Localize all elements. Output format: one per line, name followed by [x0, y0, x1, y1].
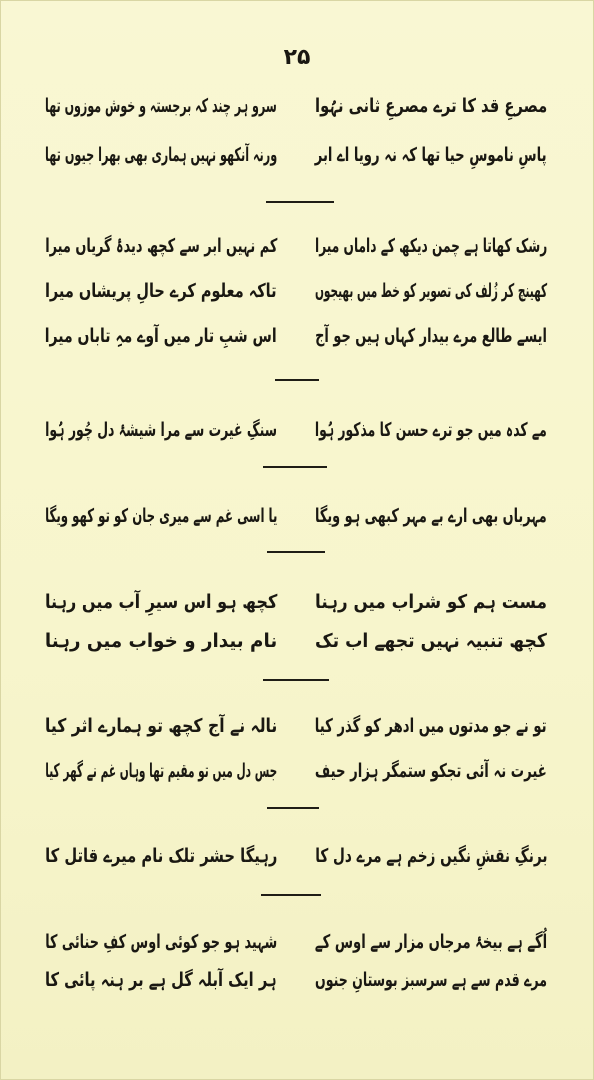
section-divider [267, 807, 319, 809]
section-divider [266, 201, 334, 203]
verse-line-left: کم نہیں ابر سے کچھ دیدۂ گریاں میرا [44, 235, 277, 257]
section-divider [267, 551, 325, 553]
verse-line-left: جس دل میں تو مقیم تھا وہاں غم نے گھر کیا [44, 760, 277, 782]
verse-line-right: رشک کھاتا ہے چمن دیکھ کے داماں میرا [314, 235, 547, 257]
verse-line-left: سنگِ غیرت سے مرا شیشۂ دل چُور ہُوا [45, 419, 277, 441]
verse-line-left: کچھ ہو اس سیرِ آب میں رہنا [44, 591, 277, 613]
verse-line-left: نام بیدار و خواب میں رہنا [44, 630, 277, 652]
verse-line-right: مے کدہ میں جو ترے حسن کا مذکور ہُوا [315, 419, 547, 441]
verse-line-right: ایسے طالع مرے بیدار کہاں ہیں جو آج [315, 325, 547, 347]
verse-line-left: تاکہ معلوم کرے حالِ پریشاں میرا [45, 280, 277, 302]
section-divider [261, 894, 321, 896]
verse-line-right: مرے قدم سے ہے سرسبز بوستانِ جنوں [314, 969, 547, 991]
verse-line-right: مصرعِ قد کا ترے مصرعِ ثانی نہُوا [314, 95, 547, 117]
verse-line-right: کچھ تنبیہ نہیں تجھے اب تک [315, 630, 547, 652]
verse-line-right: تو نے جو مدتوں میں ادھر کو گذر کیا [315, 715, 547, 737]
verse-line-right: برنگِ نقشِ نگیں زخم ہے مرے دل کا [314, 845, 547, 867]
verse-line-left: شہید ہو جو کوئی اوس کفِ حنائی کا [45, 931, 277, 953]
section-divider [263, 679, 329, 681]
verse-line-left: ہر ایک آبلہ گل ہے بر ہنہ پائی کا [45, 969, 277, 991]
section-divider [263, 466, 327, 468]
verse-line-right: اُگے ہے بیخۂ مرجاں مزار سے اوس کے [314, 931, 547, 953]
verse-line-right: مست ہم کو شراب میں رہنا [315, 591, 547, 613]
verse-line-left: اس شبِ تار میں آوے مہِ تاباں میرا [45, 325, 277, 347]
verse-line-right: غیرت نہ آئی تجکو ستمگر ہزار حیف [315, 760, 547, 782]
verse-line-right: کھینچ کر زُلف کی تصویر کو خط میں بھیجوں [314, 280, 547, 302]
verse-line-left: سرو ہر چند کہ برجستہ و خوش موزوں تھا [45, 95, 277, 117]
section-divider [275, 379, 319, 381]
verse-line-right: پاسِ ناموسِ حیا تھا کہ نہ رویا اے ابر [315, 144, 547, 166]
verse-line-left: رہیگا حشر تلک نام میرے قاتل کا [44, 845, 277, 867]
page-number: ۲۵ [283, 45, 311, 70]
verse-line-left: نالہ نے آج کچھ تو ہمارے اثر کیا [44, 715, 277, 737]
verse-line-right: مہرباں بھی ارے بے مہر کبھی ہو ویگا [315, 505, 547, 527]
verse-line-left: ورنہ آنکھو نہیں ہماری بھی بھرا جیوں تھا [44, 144, 277, 166]
verse-line-left: یا اسی غم سے میری جان کو تو کھو ویگا [44, 505, 277, 527]
